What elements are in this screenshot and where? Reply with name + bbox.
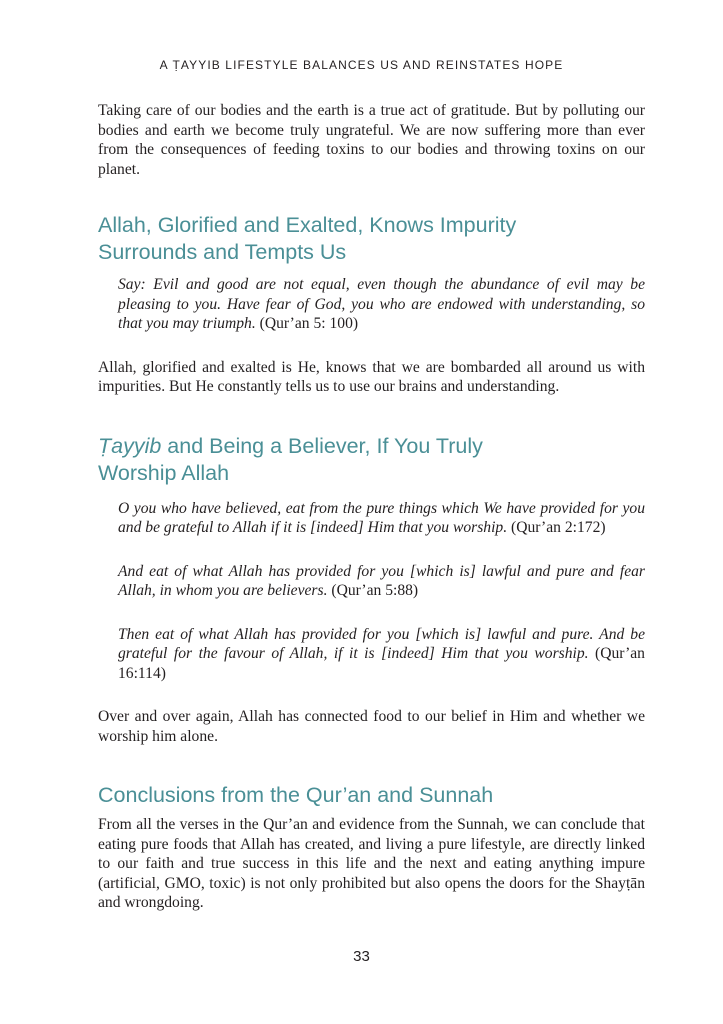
- body-paragraph: Over and over again, Allah has connected food to our belief in Him and whether we worship him alone.: [98, 708, 645, 745]
- running-head: A ṬAYYIB LIFESTYLE BALANCES US AND REINSTATES HOPE: [159, 58, 564, 72]
- quote-text: Then eat of what Allah has provided for you [which is] lawful and pure. And be grateful for the favour of Allah, if it is [indeed] Him that you worship.: [118, 625, 645, 662]
- quote-block: [118, 625, 645, 684]
- quote-citation: (Qur’an 5: 100): [259, 315, 359, 332]
- heading-rest: and Being a Believer, If You Truly Worship Allah: [98, 433, 483, 485]
- intro-paragraph: Taking care of our bodies and the earth is a true act of gratitude. But by polluting our bodies and earth we become truly ungrateful. We are now suffering more than ever from the consequences of feeding toxins to our bodies and throwing toxins on our planet.: [98, 102, 645, 178]
- section-heading-tayyib: [98, 433, 528, 487]
- body-paragraph: From all the verses in the Qur’an and evidence from the Sunnah, we can conclude that eating pure foods that Allah has created, and living a pure lifestyle, are directly linked to our faith and true success in this life and the next and eating anything impure (artificial, GMO, toxic) is not only prohibited but also opens the doors for the Shayṭān and wrongdoing.: [98, 816, 645, 911]
- page-content: [98, 101, 645, 913]
- page-number: 33: [353, 948, 370, 965]
- quote-text: Say: Evil and good are not equal, even though the abundance of evil may be pleasing to you. Have fear of God, you who are endowed with understanding, so that you may triumph.: [118, 276, 645, 332]
- body-paragraph: Allah, glorified and exalted is He, knows that we are bombarded all around us with impurities. But He constantly tells us to use our brains and understanding.: [98, 358, 645, 395]
- heading-italic-term: Ṭayyib: [98, 433, 162, 458]
- section-heading-conclusions: Conclusions from the Qur’an and Sunnah: [98, 783, 494, 807]
- quote-citation: (Qur’an 5:88): [331, 582, 419, 599]
- quote-citation: (Qur’an 2:172): [511, 519, 606, 536]
- quote-block: [118, 275, 645, 334]
- quote-text: And eat of what Allah has provided for you [which is] lawful and pure and fear Allah, in whom you are believers.: [118, 562, 645, 599]
- quote-block: [118, 499, 645, 538]
- quote-block: [118, 562, 645, 601]
- quote-text: O you who have believed, eat from the pure things which We have provided for you and be grateful to Allah if it is [indeed] Him that you worship.: [118, 499, 645, 536]
- quote-citation: (Qur’an 16:114): [118, 645, 645, 682]
- section-heading-impurity: Allah, Glorified and Exalted, Knows Impurity Surrounds and Tempts Us: [98, 213, 517, 264]
